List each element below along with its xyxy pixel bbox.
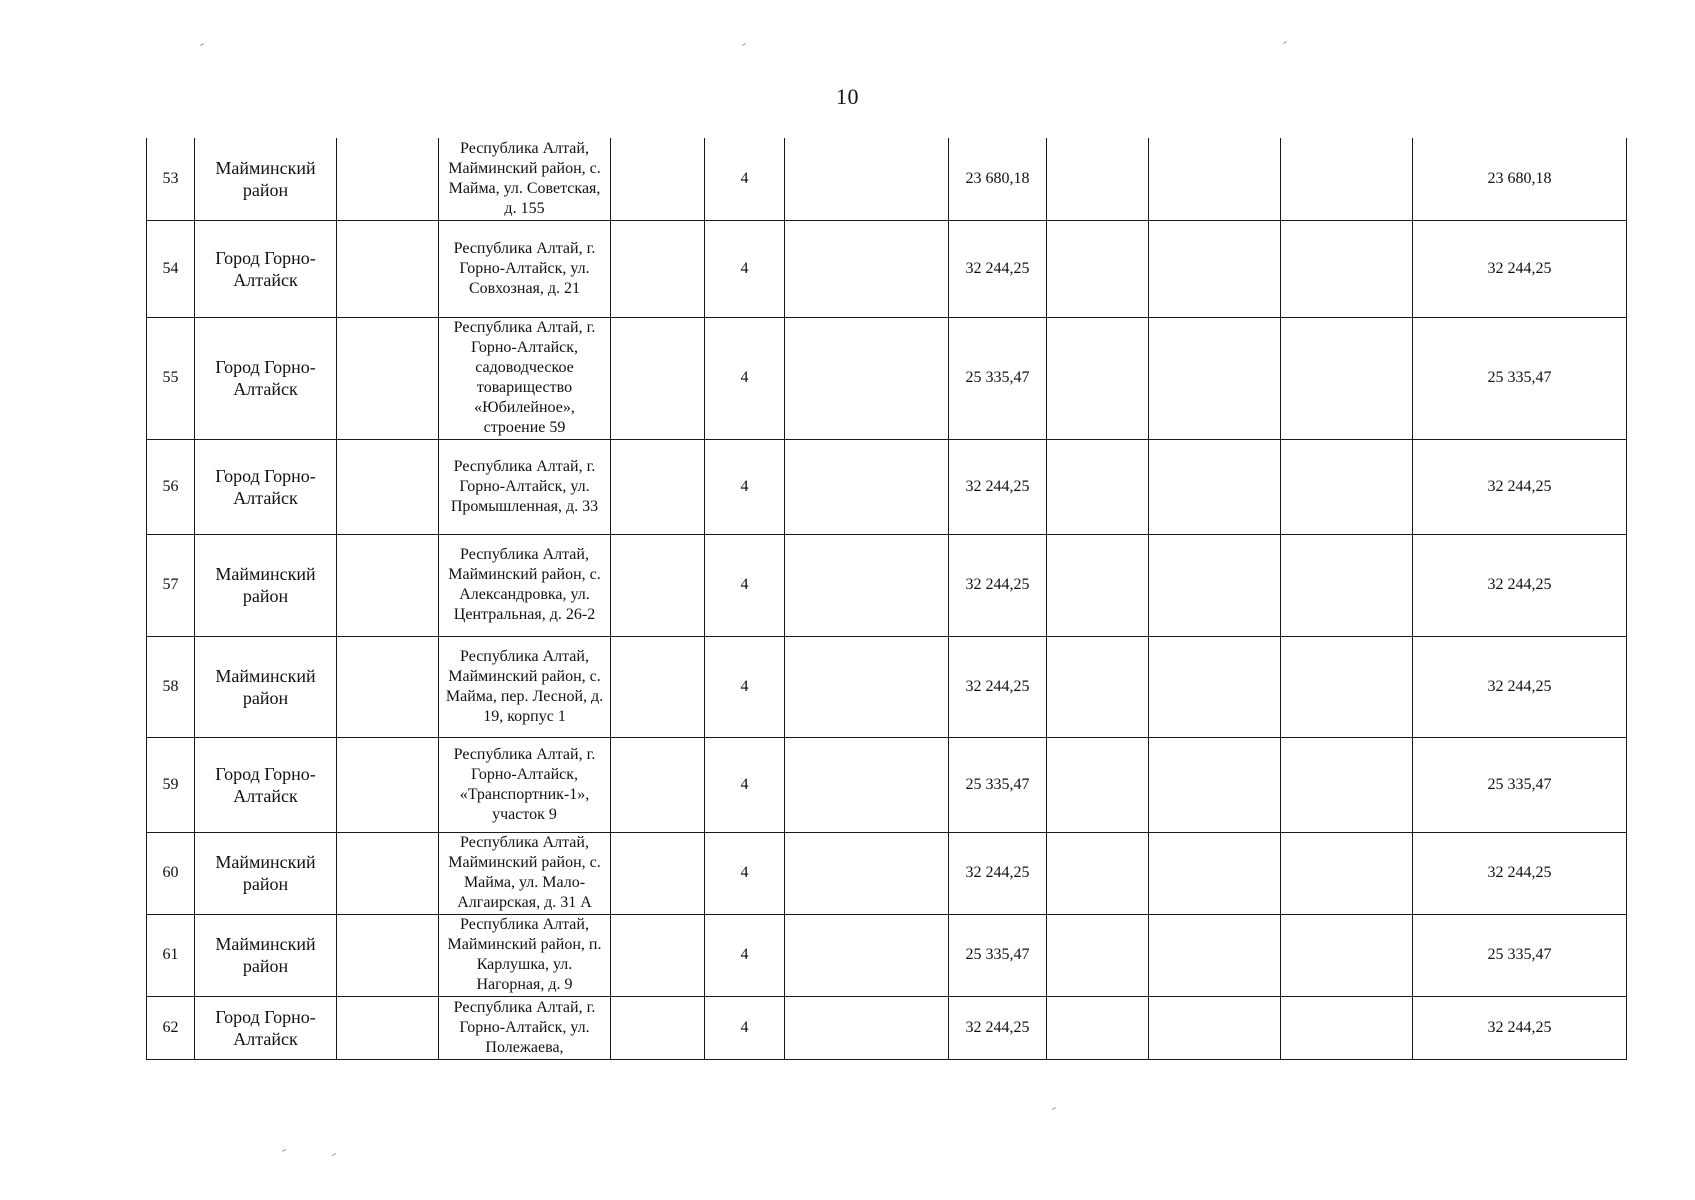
page-number: 10 [836, 84, 859, 109]
empty-cell [1281, 914, 1413, 996]
district-cell: Город Горно-Алтайск [195, 996, 337, 1059]
empty-cell [1281, 737, 1413, 832]
empty-cell [785, 138, 949, 220]
empty-cell [1047, 317, 1149, 439]
address-cell: Республика Алтай, Майминский район, п. Карлушка, ул. Нагорная, д. 9 [439, 914, 611, 996]
empty-cell [785, 317, 949, 439]
table-row [147, 636, 1627, 737]
empty-cell [337, 996, 439, 1059]
empty-cell [785, 636, 949, 737]
registry-table-body [147, 138, 1627, 1059]
total-cell: 32 244,25 [1413, 439, 1627, 534]
total-cell: 32 244,25 [1413, 832, 1627, 914]
row-number-cell: 61 [147, 914, 195, 996]
empty-cell [337, 832, 439, 914]
empty-cell [1281, 439, 1413, 534]
table-row [147, 138, 1627, 220]
empty-cell [1149, 317, 1281, 439]
district-cell: Город Горно-Алтайск [195, 317, 337, 439]
table-row [147, 832, 1627, 914]
empty-cell [337, 317, 439, 439]
scan-artifact [332, 1153, 336, 1156]
empty-cell [611, 220, 705, 317]
empty-cell [1149, 138, 1281, 220]
address-cell: Республика Алтай, Майминский район, с. Александровка, ул. Центральная, д. 26-2 [439, 534, 611, 636]
empty-cell [1281, 996, 1413, 1059]
empty-cell [1047, 737, 1149, 832]
empty-cell [1047, 439, 1149, 534]
count-cell: 4 [705, 534, 785, 636]
address-cell: Республика Алтай, г. Горно-Алтайск, ул. Совхозная, д. 21 [439, 220, 611, 317]
empty-cell [1149, 737, 1281, 832]
empty-cell [611, 832, 705, 914]
empty-cell [611, 534, 705, 636]
address-cell: Республика Алтай, г. Горно-Алтайск, ул. Промышленная, д. 33 [439, 439, 611, 534]
empty-cell [785, 220, 949, 317]
scan-artifact [282, 1149, 286, 1152]
count-cell: 4 [705, 439, 785, 534]
total-cell: 32 244,25 [1413, 636, 1627, 737]
district-cell: Город Горно-Алтайск [195, 220, 337, 317]
table-row [147, 534, 1627, 636]
amount-cell: 25 335,47 [949, 914, 1047, 996]
empty-cell [1047, 914, 1149, 996]
empty-cell [611, 636, 705, 737]
district-cell: Майминский район [195, 534, 337, 636]
row-number-cell: 54 [147, 220, 195, 317]
row-number-cell: 60 [147, 832, 195, 914]
empty-cell [1281, 317, 1413, 439]
amount-cell: 25 335,47 [949, 737, 1047, 832]
empty-cell [1281, 832, 1413, 914]
total-cell: 25 335,47 [1413, 317, 1627, 439]
empty-cell [611, 996, 705, 1059]
empty-cell [785, 439, 949, 534]
amount-cell: 25 335,47 [949, 317, 1047, 439]
empty-cell [1047, 832, 1149, 914]
district-cell: Майминский район [195, 914, 337, 996]
empty-cell [1149, 996, 1281, 1059]
row-number-cell: 57 [147, 534, 195, 636]
table-row [147, 220, 1627, 317]
empty-cell [1149, 636, 1281, 737]
address-cell: Республика Алтай, Майминский район, с. Майма, ул. Советская, д. 155 [439, 138, 611, 220]
address-cell: Республика Алтай, г. Горно-Алтайск, «Транспортник-1», участок 9 [439, 737, 611, 832]
table-row [147, 914, 1627, 996]
row-number-cell: 62 [147, 996, 195, 1059]
row-number-cell: 56 [147, 439, 195, 534]
amount-cell: 32 244,25 [949, 534, 1047, 636]
empty-cell [337, 914, 439, 996]
empty-cell [611, 737, 705, 832]
row-number-cell: 58 [147, 636, 195, 737]
empty-cell [611, 138, 705, 220]
empty-cell [785, 996, 949, 1059]
empty-cell [337, 534, 439, 636]
scan-artifact [1283, 41, 1287, 44]
empty-cell [611, 439, 705, 534]
total-cell: 25 335,47 [1413, 914, 1627, 996]
empty-cell [1047, 220, 1149, 317]
address-cell: Республика Алтай, Майминский район, с. Майма, ул. Мало-Алгаирская, д. 31 А [439, 832, 611, 914]
row-number-cell: 53 [147, 138, 195, 220]
district-cell: Майминский район [195, 636, 337, 737]
empty-cell [785, 534, 949, 636]
empty-cell [611, 317, 705, 439]
scan-artifact [1052, 1107, 1056, 1110]
empty-cell [337, 636, 439, 737]
count-cell: 4 [705, 220, 785, 317]
amount-cell: 32 244,25 [949, 220, 1047, 317]
empty-cell [1047, 138, 1149, 220]
total-cell: 32 244,25 [1413, 220, 1627, 317]
count-cell: 4 [705, 914, 785, 996]
amount-cell: 32 244,25 [949, 996, 1047, 1059]
empty-cell [337, 737, 439, 832]
amount-cell: 23 680,18 [949, 138, 1047, 220]
empty-cell [785, 737, 949, 832]
empty-cell [337, 138, 439, 220]
empty-cell [1149, 832, 1281, 914]
scan-artifact [200, 43, 204, 46]
empty-cell [611, 914, 705, 996]
count-cell: 4 [705, 138, 785, 220]
empty-cell [785, 914, 949, 996]
amount-cell: 32 244,25 [949, 832, 1047, 914]
table-row [147, 439, 1627, 534]
count-cell: 4 [705, 317, 785, 439]
empty-cell [1047, 636, 1149, 737]
table-row [147, 996, 1627, 1059]
count-cell: 4 [705, 832, 785, 914]
count-cell: 4 [705, 996, 785, 1059]
empty-cell [1149, 439, 1281, 534]
count-cell: 4 [705, 636, 785, 737]
empty-cell [1047, 534, 1149, 636]
empty-cell [337, 439, 439, 534]
district-cell: Город Горно-Алтайск [195, 439, 337, 534]
empty-cell [1149, 914, 1281, 996]
district-cell: Майминский район [195, 138, 337, 220]
empty-cell [1149, 534, 1281, 636]
total-cell: 32 244,25 [1413, 996, 1627, 1059]
registry-table-container [146, 138, 1626, 1060]
amount-cell: 32 244,25 [949, 636, 1047, 737]
total-cell: 25 335,47 [1413, 737, 1627, 832]
registry-table [146, 138, 1627, 1060]
empty-cell [1281, 138, 1413, 220]
scan-artifact [742, 43, 746, 46]
amount-cell: 32 244,25 [949, 439, 1047, 534]
table-row [147, 737, 1627, 832]
total-cell: 32 244,25 [1413, 534, 1627, 636]
empty-cell [1281, 534, 1413, 636]
table-row [147, 317, 1627, 439]
empty-cell [1281, 220, 1413, 317]
address-cell: Республика Алтай, г. Горно-Алтайск, ул. Полежаева, [439, 996, 611, 1059]
empty-cell [1281, 636, 1413, 737]
address-cell: Республика Алтай, г. Горно-Алтайск, садоводческое товарищество «Юбилейное», строение 59 [439, 317, 611, 439]
empty-cell [337, 220, 439, 317]
total-cell: 23 680,18 [1413, 138, 1627, 220]
empty-cell [1149, 220, 1281, 317]
count-cell: 4 [705, 737, 785, 832]
district-cell: Майминский район [195, 832, 337, 914]
district-cell: Город Горно-Алтайск [195, 737, 337, 832]
empty-cell [785, 832, 949, 914]
address-cell: Республика Алтай, Майминский район, с. Майма, пер. Лесной, д. 19, корпус 1 [439, 636, 611, 737]
row-number-cell: 55 [147, 317, 195, 439]
empty-cell [1047, 996, 1149, 1059]
row-number-cell: 59 [147, 737, 195, 832]
